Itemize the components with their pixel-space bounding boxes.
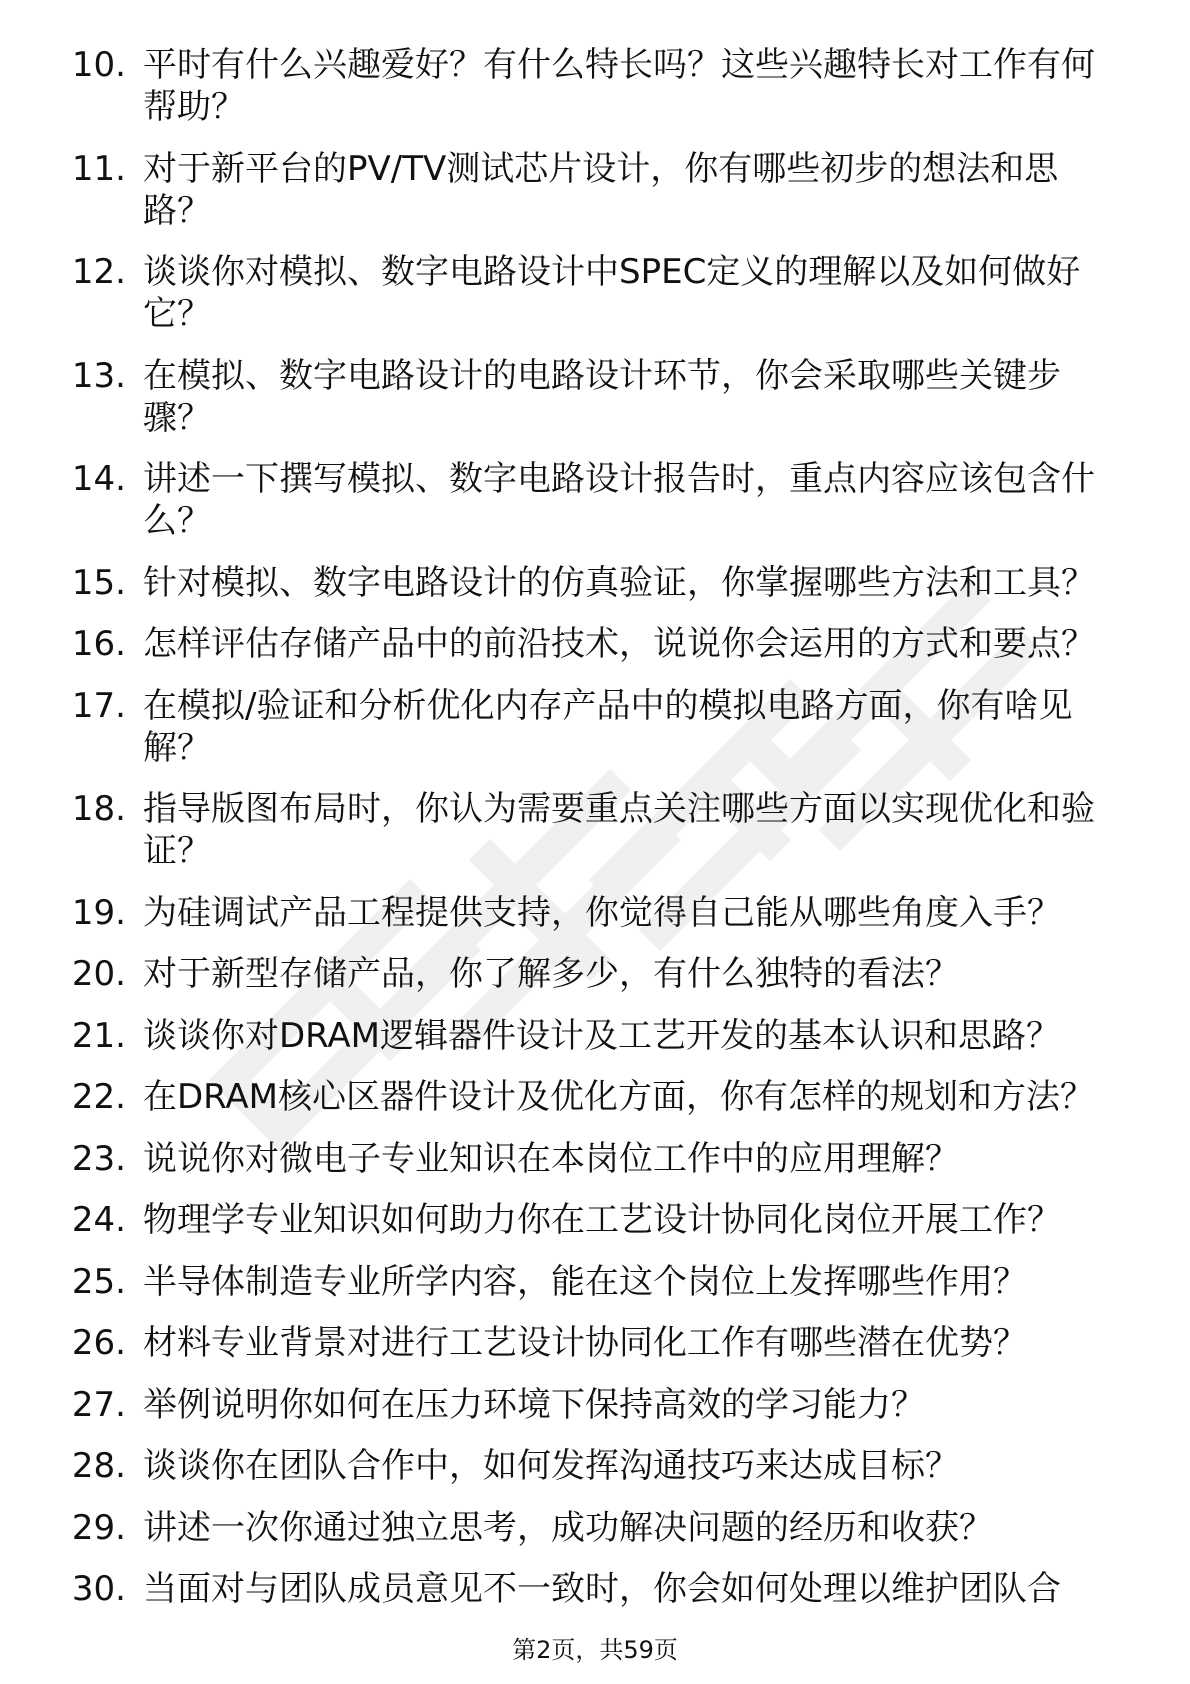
question-text: 指导版图布局时，你认为需要重点关注哪些方面以实现优化和验证？ <box>143 789 1095 871</box>
list-item <box>56 953 1136 995</box>
question-text: 半导体制造专业所学内容，能在这个岗位上发挥哪些作用？ <box>143 1261 1027 1302</box>
question-number: 11. <box>71 148 126 189</box>
question-number: 13. <box>71 355 126 396</box>
question-number: 14. <box>71 459 126 499</box>
list-item <box>56 251 1136 335</box>
list-item <box>56 1076 1136 1118</box>
question-text: 在模拟/验证和分析优化内存产品中的模拟电路方面，你有啥见解？ <box>143 685 1073 768</box>
question-text: 物理学专业知识如何助力你在工艺设计协同化岗位开展工作？ <box>143 1200 1061 1240</box>
list-item <box>56 44 1136 128</box>
question-number: 20. <box>71 954 126 994</box>
question-number: 22. <box>71 1077 126 1117</box>
list-item <box>56 1384 1136 1426</box>
list-item <box>56 355 1136 439</box>
question-text: 针对模拟、数字电路设计的仿真验证，你掌握哪些方法和工具？ <box>143 562 1095 603</box>
question-text: 在模拟、数字电路设计的电路设计环节，你会采取哪些关键步骤？ <box>143 355 1061 438</box>
page-footer: 第2页，共59页 <box>512 1636 678 1664</box>
list-item <box>56 1199 1136 1241</box>
list-item <box>56 458 1136 542</box>
question-list <box>56 44 1136 1630</box>
list-item <box>56 1445 1136 1487</box>
list-item <box>56 1322 1136 1364</box>
list-item <box>56 892 1136 934</box>
list-item <box>56 623 1136 665</box>
question-text: 谈谈你对DRAM逻辑器件设计及工艺开发的基本认识和思路？ <box>143 1015 1061 1056</box>
question-number: 19. <box>71 892 126 933</box>
question-text: 当面对与团队成员意见不一致时，你会如何处理以维护团队合 <box>143 1569 1061 1609</box>
list-item <box>56 1568 1136 1610</box>
question-number: 27. <box>71 1384 126 1425</box>
question-text: 谈谈你对模拟、数字电路设计中SPEC定义的理解以及如何做好它？ <box>143 252 1081 334</box>
question-number: 24. <box>71 1200 126 1240</box>
list-item <box>56 788 1136 872</box>
question-number: 12. <box>71 252 126 292</box>
question-text: 讲述一下撰写模拟、数字电路设计报告时，重点内容应该包含什么？ <box>143 459 1095 541</box>
question-number: 28. <box>71 1446 126 1486</box>
question-number: 17. <box>71 685 126 726</box>
question-text: 平时有什么兴趣爱好？有什么特长吗？这些兴趣特长对工作有何帮助？ <box>143 45 1095 127</box>
question-text: 讲述一次你通过独立思考，成功解决问题的经历和收获？ <box>143 1507 993 1548</box>
list-item <box>56 148 1136 232</box>
question-number: 18. <box>71 789 126 829</box>
question-text: 怎样评估存储产品中的前沿技术，说说你会运用的方式和要点？ <box>143 624 1095 664</box>
question-text: 对于新平台的PV/TV测试芯片设计，你有哪些初步的想法和思路？ <box>143 148 1059 231</box>
question-number: 30. <box>71 1569 126 1609</box>
question-number: 21. <box>71 1015 126 1056</box>
list-item <box>56 1138 1136 1180</box>
question-number: 26. <box>71 1323 126 1363</box>
question-text: 材料专业背景对进行工艺设计协同化工作有哪些潜在优势？ <box>143 1323 1027 1363</box>
question-text: 对于新型存储产品，你了解多少，有什么独特的看法？ <box>143 954 959 994</box>
list-item <box>56 1015 1136 1057</box>
list-item <box>56 685 1136 769</box>
question-number: 16. <box>71 624 126 664</box>
question-text: 在DRAM核心区器件设计及优化方面，你有怎样的规划和方法？ <box>143 1077 1095 1117</box>
question-text: 说说你对微电子专业知识在本岗位工作中的应用理解？ <box>143 1138 959 1179</box>
question-number: 23. <box>71 1138 126 1179</box>
question-text: 举例说明你如何在压力环境下保持高效的学习能力？ <box>143 1384 925 1425</box>
question-number: 25. <box>71 1261 126 1302</box>
list-item <box>56 1507 1136 1549</box>
question-number: 10. <box>71 45 126 85</box>
list-item <box>56 1261 1136 1303</box>
question-number: 15. <box>71 562 126 603</box>
question-number: 29. <box>71 1507 126 1548</box>
question-text: 谈谈你在团队合作中，如何发挥沟通技巧来达成目标？ <box>143 1446 959 1486</box>
list-item <box>56 562 1136 604</box>
question-text: 为硅调试产品工程提供支持，你觉得自己能从哪些角度入手？ <box>143 892 1061 933</box>
